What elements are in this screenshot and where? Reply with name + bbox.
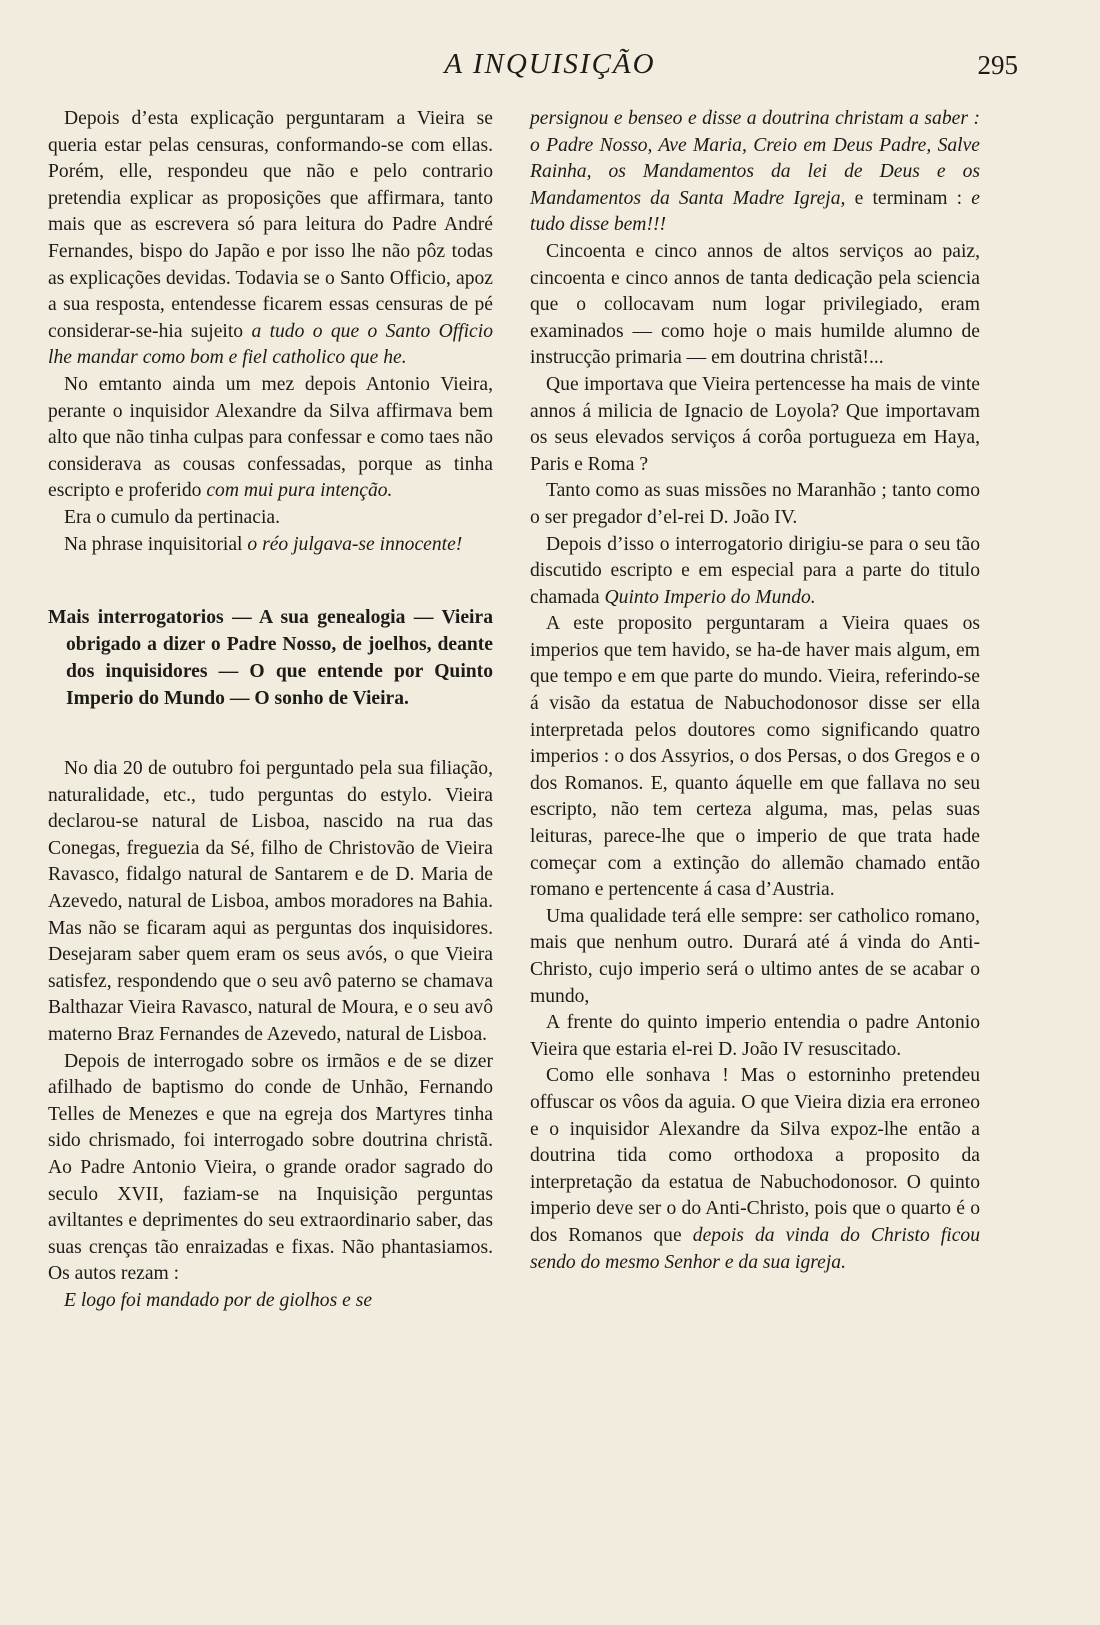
paragraph: Cincoenta e cinco annos de altos serviços ao paiz, cincoenta e cinco annos de tanta dedicação pela sciencia que o collocavam num logar privilegiado, eram examinados — como hoje o mais humilde alumno de instrucção primaria — em doutrina christã!... — [530, 240, 980, 369]
section-heading: Mais interrogatorios — A sua genealogia — Vieira obrigado a dizer o Padre Nosso, de joelhos, deante dos inquisidores — O que entende por Quinto Imperio do Mundo — O sonho de Vieira. — [48, 607, 493, 710]
paragraph-text: e terminam : — [845, 187, 972, 209]
italic-quote: E logo foi mandado por de giolhos e se — [64, 1289, 373, 1311]
left-column — [48, 106, 493, 1315]
paragraph: Tanto como as suas missões no Maranhão ; tanto como o ser pregador d’el-rei D. João IV. — [530, 480, 980, 528]
paragraph — [48, 106, 493, 372]
italic-quote: depois da vinda do Christo ficou sendo do mesmo Senhor e da sua igreja. — [530, 1224, 980, 1273]
paragraph-text: Na phrase inquisitorial — [64, 533, 248, 555]
right-column — [530, 106, 980, 1276]
paragraph — [48, 532, 493, 559]
paragraph: Que importava que Vieira pertencesse ha mais de vinte annos á milicia de Ignacio de Loyola? Que importavam os seus elevados serviços á corôa portugueza em Haya, Paris e Roma ? — [530, 373, 980, 475]
paragraph — [48, 1288, 493, 1315]
italic-quote: persignou e benseo e disse a doutrina christam a saber : o Padre Nosso, Ave Maria, Creio em Deus Padre, Salve Rainha, os Mandamentos da lei de Deus e os Mandamentos da Santa Madre Igreja, — [530, 108, 980, 209]
italic-quote: e tudo disse bem!!! — [530, 187, 980, 236]
paragraph — [530, 532, 980, 612]
page-number: 295 — [977, 50, 1018, 80]
paragraph: A frente do quinto imperio entendia o padre Antonio Vieira que estaria el-rei D. João IV resuscitado. — [530, 1012, 980, 1060]
paragraph-text: Depois d’esta explicação perguntaram a Vieira se queria estar pelas censuras, conformando-se com ellas. Porém, elle, respondeu que não e pelo contrario pretendia explicar as proposições que affirmara, tanto mais que as escrevera só para leitura do Padre André Fernandes, bispo do Japão e por isso lhe não pôz todas as explicações devidas. Todavia se o Santo Officio, apoz a sua resposta, entendesse ficarem essas censuras de pé considerar-se-hia sujeito — [48, 108, 493, 342]
paragraph: No dia 20 de outubro foi perguntado pela sua filiação, naturalidade, etc., tudo perguntas do estylo. Vieira declarou-se natural de Lisboa, nascido na rua das Conegas, freguezia da Sé, filho de Christovão de Vieira Ravasco, fidalgo natural de Santarem e de D. Maria de Azevedo, natural de Lisboa, ambos moradores na Bahia. Mas não se ficaram aqui as perguntas dos inquisidores. Desejaram saber quem eram os seus avós, o que Vieira satisfez, respondendo que o seu avô paterno se chamava Balthazar Vieira Ravasco, natural de Moura, e o seu avô materno Braz Fernandes de Azevedo, natural de Lisboa. — [48, 758, 493, 1046]
italic-quote: o réo julgava-se innocente! — [247, 533, 463, 555]
paragraph: Era o cumulo da pertinacia. — [64, 506, 280, 528]
paragraph: Uma qualidade terá elle sempre: ser catholico romano, mais que nenhum outro. Durará até á vinda do Anti-Christo, cujo imperio será o ultimo antes de se acabar o mundo, — [530, 905, 980, 1007]
running-title: A INQUISIÇÃO — [444, 48, 656, 80]
running-head — [0, 48, 1100, 88]
paragraph: Depois de interrogado sobre os irmãos e de se dizer afilhado de baptismo do conde de Unhão, Fernando Telles de Menezes e que na egreja dos Martyres tinha sido chrismado, foi interrogado sobre doutrina christã. Ao Padre Antonio Vieira, o grande orador sagrado do seculo XVII, faziam-se na Inquisição perguntas aviltantes e deprimentes do seu extraordinario saber, das suas crenças tão enraizadas e fixas. Não phantasiamos. Os autos rezam : — [48, 1050, 493, 1285]
italic-quote: Quinto Imperio do Mundo. — [604, 586, 816, 608]
italic-quote: com mui pura intenção. — [206, 480, 393, 502]
italic-quote: a tudo o que o Santo Officio lhe mandar como bom e fiel catholico que he. — [48, 320, 493, 369]
paragraph — [530, 1063, 980, 1276]
paragraph-text: No emtanto ainda um mez depois Antonio Vieira, perante o inquisidor Alexandre da Silva affirmava bem alto que não tinha culpas para confessar e como taes não considerava as cousas confessadas, porque as tinha escripto e proferido — [48, 373, 493, 502]
paragraph-text: Como elle sonhava ! Mas o estorninho pretendeu offuscar os vôos da aguia. O que Vieira dizia era erroneo e o inquisidor Alexandre da Silva expoz-lhe então a doutrina tida como orthodoxa a proposito da interpretação da estatua de Nabuchodonosor. O quinto imperio deve ser o do Anti-Christo, pois que o quarto é o dos Romanos que — [530, 1065, 980, 1246]
paragraph — [530, 106, 980, 239]
paragraph — [48, 372, 493, 505]
paragraph-text: Depois d’isso o interrogatorio dirigiu-se para o seu tão discutido escripto e em especial para a parte do titulo chamada — [530, 533, 980, 608]
paragraph: A este proposito perguntaram a Vieira quaes os imperios que tem havido, se ha-de haver mais algum, em que tempo e em que parte do mundo. Vieira, referindo-se á visão da estatua de Nabuchodonosor disse ser ella interpretada pelos doutores como significando quatro imperios : o dos Assyrios, o dos Persas, o dos Gregos e o dos Romanos. E, quanto áquelle em que fallava no seu escripto, não tem certeza alguma, mas, pelas suas leituras, parece-lhe que o imperio de que trata hade começar com a extinção do allemão chamado então romano e pertencente á casa d’Austria. — [530, 613, 980, 901]
